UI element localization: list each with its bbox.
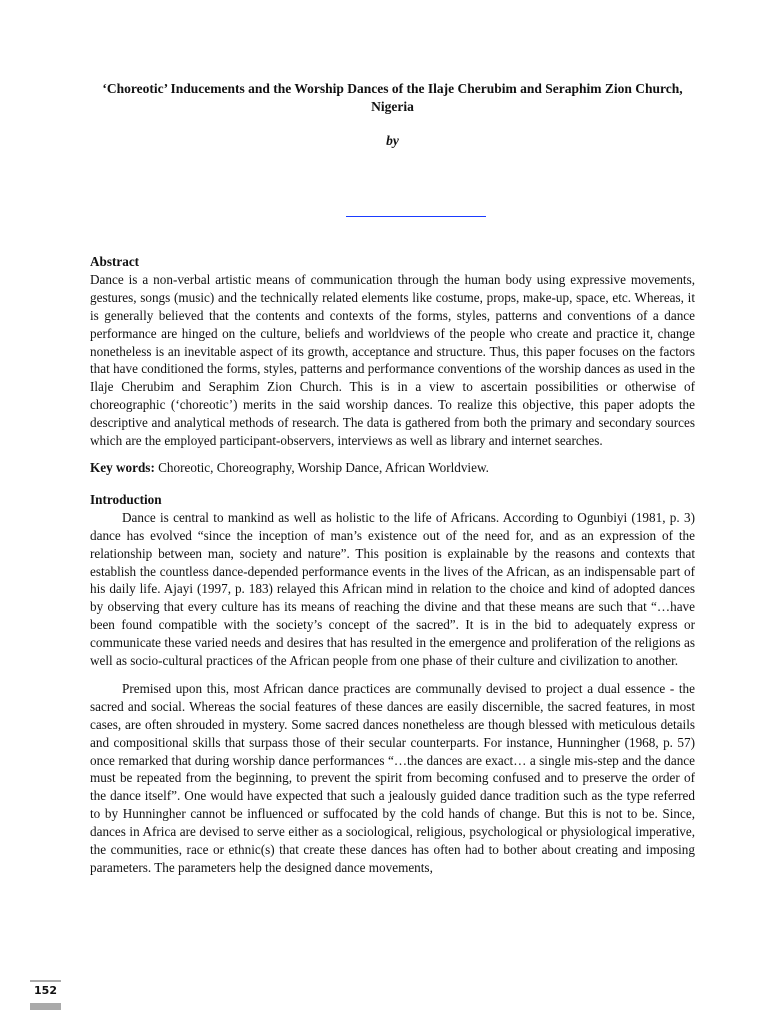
keywords-text: Choreotic, Choreography, Worship Dance, African Worldview. [154, 459, 489, 475]
page-number-bar [30, 1003, 61, 1010]
keywords-label: Key words: [90, 459, 155, 475]
introduction-heading: Introduction [90, 491, 162, 507]
abstract-text: Dance is a non-verbal artistic means of communication through the human body using expressive movements, gestures, songs (music) and the technically related elements like costume, props, make-up, space, etc. Whereas, it is generally believed that the contents and contexts of the forms, styles, patterns and conventions of a dance performance are hinged on the culture, beliefs and worldviews of the people who create and practice it, change nonetheless is an inevitable aspect of its growth, acceptance and structure. Thus, this paper focuses on the factors that have conditioned the forms, styles, patterns and performance conventions of the worship dances as used in the Ilaje Cherubim and Seraphim Zion Church. This is in a view to ascertain possibilities or otherwise of choreographic (‘choreotic’) merits in the said worship dances. To realize this objective, this paper adopts the descriptive and analytical methods of research. The data is gathered from both the primary and secondary sources which are the employed participant-observers, interviews as well as library and internet searches. [90, 271, 695, 449]
keywords [90, 459, 695, 477]
paper-title: ‘Choreotic’ Inducements and the Worship Dances of the Ilaje Cherubim and Seraphim Zion Church, Nigeria [102, 81, 683, 114]
paper-body [90, 253, 695, 877]
author-link[interactable] [346, 216, 486, 217]
byline: by [386, 133, 399, 148]
abstract-heading: Abstract [90, 254, 140, 269]
intro-paragraph-1: Dance is central to mankind as well as holistic to the life of Africans. According to Ogunbiyi (1981, p. 3) dance has evolved “since the inception of man’s existence out of the need for, and as an expression of the relationship between man, society and nature”. This position is explainable by the reasons and contexts that establish the countless dance-depended performance events in the lives of the African, as an indispensable part of his daily life. Ajayi (1997, p. 183) relayed this African mind in relation to the choice and kind of adopted dances by observing that every culture has its means of reaching the divine and that these means are such that “…have been found compatible with the society’s concept of the sacred”. It is in the bid to adequately express or communicate these varied needs and desires that has resulted in the emergence and proliferation of the religions as well as socio-cultural practices of the African people from one phase of their culture and civilization to another. [90, 509, 695, 669]
intro-paragraph-2: Premised upon this, most African dance practices are communally devised to project a dual essence - the sacred and social. Whereas the social features of these dances are easily discernible, the sacred features, in most cases, are often shrouded in mystery. Some sacred dances nonetheless are though blessed with meticulous details and compositional skills that surpass those of their secular counterparts. For instance, Hunningher (1968, p. 57) once remarked that during worship dance performances “…the dances are exact… a single mis-step and the dance must be repeated from the beginning, to prevent the spirit from becoming confused and to preserve the order of the dance itself”. One would have expected that such a jealously guided dance tradition such as the type referred to by Hunningher cannot be influenced or suffocated by the cold hands of change. But this is not to be. Since, dances in Africa are devised to serve either as a sociological, religious, psychological or physiological imperative, the communities, race or ethnic(s) that create these dances has often had to bother about creating and imposing parameters. The parameters help the designed dance movements, [90, 680, 695, 875]
page-number: 152 [30, 980, 61, 997]
